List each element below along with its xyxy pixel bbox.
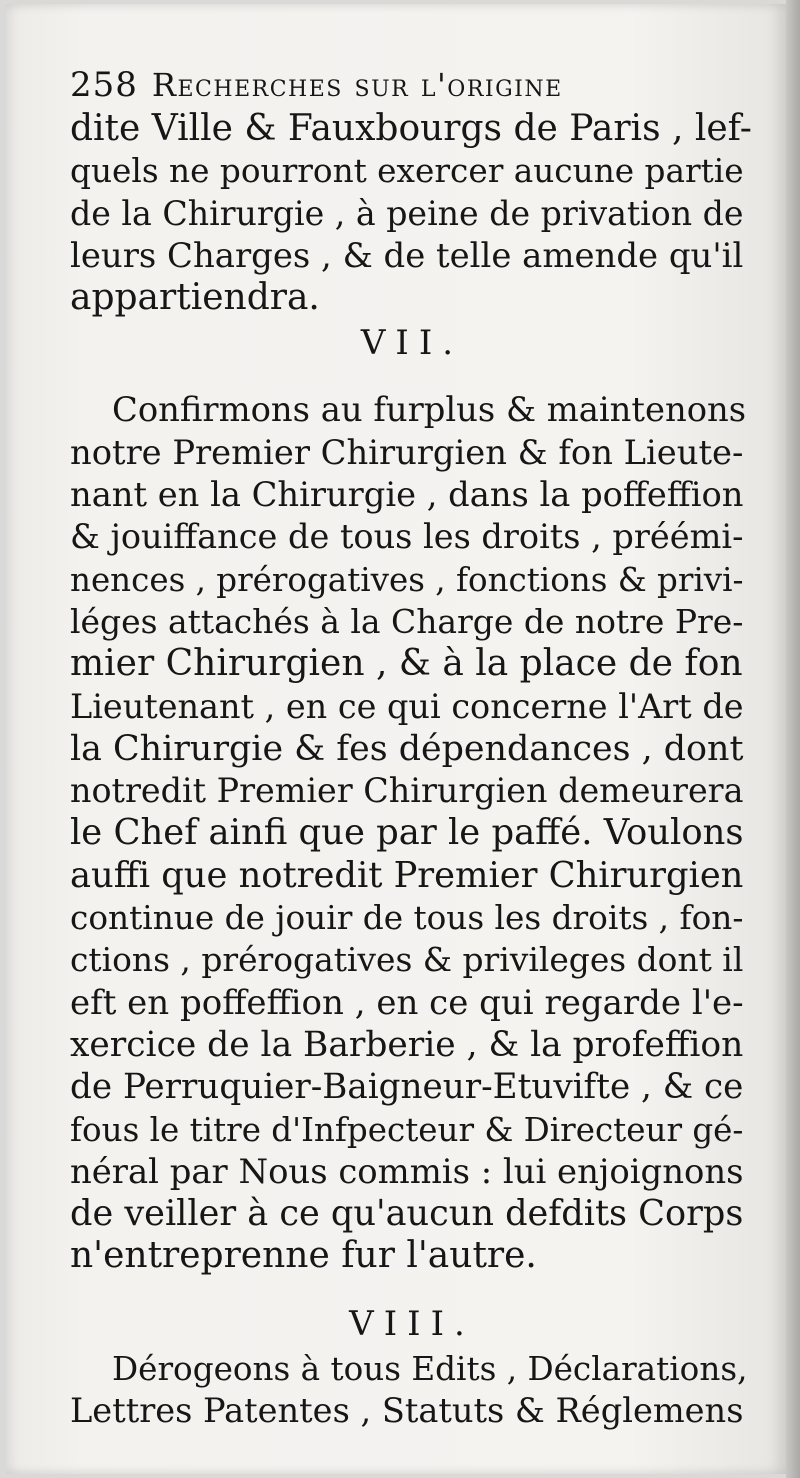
running-head bbox=[70, 62, 754, 108]
text-line: fous le titre d'Infpecteur & Directeur gé- bbox=[70, 1110, 744, 1149]
running-title: Recherches sur l'origine bbox=[151, 66, 563, 104]
page-number: 258 bbox=[70, 65, 138, 105]
text-line: notredit Premier Chirurgien demeurera bbox=[70, 771, 744, 811]
text-line: Lettres Patentes , Statuts & Réglemens bbox=[70, 1391, 744, 1431]
page-text bbox=[70, 62, 754, 1432]
text-line: Dérogeons à tous Edits , Déclarations, bbox=[112, 1349, 748, 1388]
text-line: auffi que notredit Premier Chirurgien bbox=[70, 854, 744, 896]
text-line: de la Chirurgie , à peine de privation de bbox=[70, 193, 744, 233]
text-line: mier Chirurgien , & à la place de fon bbox=[70, 643, 743, 685]
book-page bbox=[6, 4, 786, 1474]
text-line: néral par Nous commis : lui enjoignons bbox=[70, 1151, 744, 1191]
text-line: quels ne pourront exercer aucune partie bbox=[70, 152, 744, 191]
text-line: eft en poffeffion , en ce qui regarde l'e- bbox=[70, 982, 744, 1023]
text-line: dite Ville & Fauxbourgs de Paris , lef- bbox=[70, 108, 752, 149]
text-line: ctions , prérogatives & privileges dont il bbox=[70, 940, 744, 980]
text-line: nant en la Chirurgie , dans la poffeffion bbox=[70, 475, 744, 515]
article-vii-paragraph bbox=[70, 389, 754, 1277]
article-viii-paragraph bbox=[70, 1348, 754, 1433]
text-line: nences , prérogatives , fonctions & privi- bbox=[70, 560, 744, 599]
text-line: xercice de la Barberie , & la profeffion bbox=[70, 1024, 744, 1065]
text-line: léges attachés à la Charge de notre Pre- bbox=[70, 601, 744, 641]
text-line: la Chirurgie & fes dépendances , dont bbox=[70, 728, 744, 769]
text-line: de veiller à ce qu'aucun defdits Corps bbox=[70, 1193, 744, 1235]
text-line: Lieutenant , en ce qui concerne l'Art de bbox=[70, 686, 744, 726]
text-line: notre Premier Chirurgien & fon Lieute- bbox=[70, 432, 744, 472]
text-line: & jouiffance de tous les droits , préémi- bbox=[70, 517, 744, 557]
text-line: appartiendra. bbox=[70, 277, 320, 319]
text-line: le Chef ainfi que par le paffé. Voulons bbox=[70, 812, 744, 854]
article-heading-viii: VIII. bbox=[349, 1303, 475, 1344]
text-line: n'entreprenne fur l'autre. bbox=[70, 1235, 537, 1277]
text-line: de Perruquier-Baigneur-Etuvifte , & ce bbox=[70, 1067, 744, 1108]
book-gutter-shadow bbox=[786, 0, 800, 1478]
text-line: Confirmons au furplus & maintenons bbox=[112, 390, 747, 430]
intro-paragraph bbox=[70, 108, 754, 319]
text-line: leurs Charges , & de telle amende qu'il bbox=[70, 235, 744, 275]
text-line: continue de jouir de tous les droits , fon- bbox=[70, 899, 744, 938]
article-heading-vii: VII. bbox=[360, 323, 464, 364]
